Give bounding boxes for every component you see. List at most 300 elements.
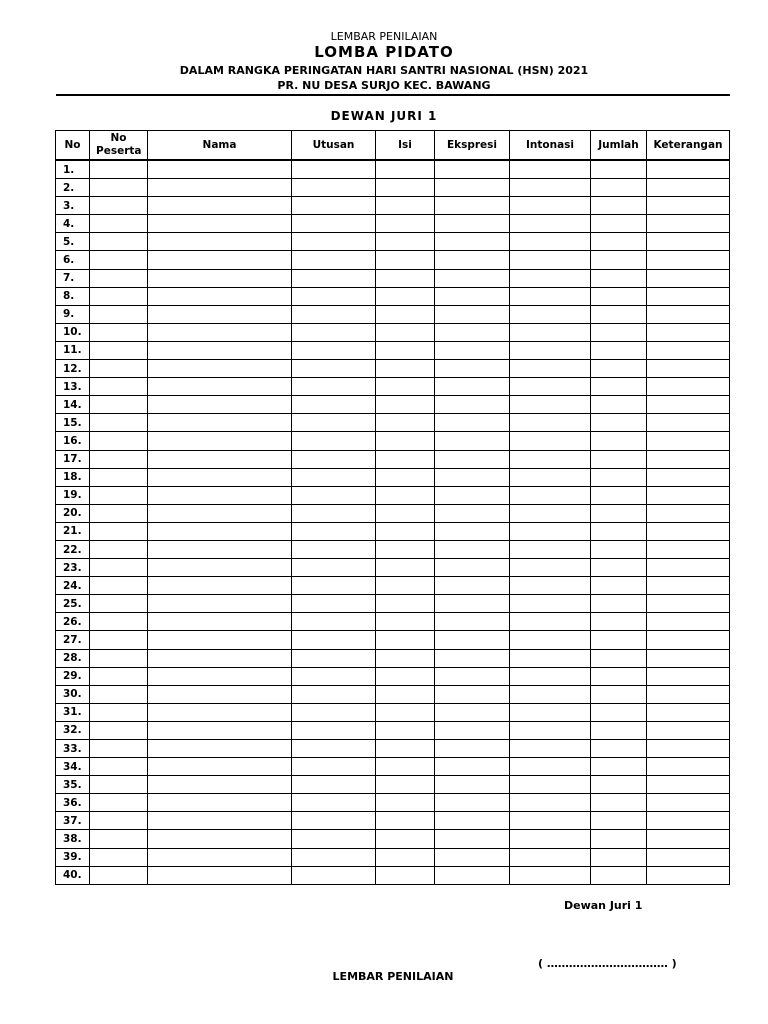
nama-cell[interactable]	[148, 613, 292, 631]
nama-cell[interactable]	[148, 522, 292, 540]
nama-cell[interactable]	[148, 360, 292, 378]
isi-cell[interactable]	[376, 721, 435, 739]
utusan-cell[interactable]	[292, 360, 376, 378]
keterangan-cell[interactable]	[647, 341, 730, 359]
ekspresi-cell[interactable]	[435, 631, 510, 649]
ekspresi-cell[interactable]	[435, 812, 510, 830]
ekspresi-cell[interactable]	[435, 396, 510, 414]
jumlah-cell[interactable]	[591, 848, 647, 866]
ekspresi-cell[interactable]	[435, 233, 510, 251]
keterangan-cell[interactable]	[647, 504, 730, 522]
isi-cell[interactable]	[376, 758, 435, 776]
no-peserta-cell[interactable]	[90, 179, 148, 197]
isi-cell[interactable]	[376, 305, 435, 323]
ekspresi-cell[interactable]	[435, 179, 510, 197]
ekspresi-cell[interactable]	[435, 468, 510, 486]
ekspresi-cell[interactable]	[435, 341, 510, 359]
intonasi-cell[interactable]	[510, 360, 591, 378]
no-peserta-cell[interactable]	[90, 721, 148, 739]
isi-cell[interactable]	[376, 287, 435, 305]
utusan-cell[interactable]	[292, 504, 376, 522]
ekspresi-cell[interactable]	[435, 269, 510, 287]
keterangan-cell[interactable]	[647, 160, 730, 179]
utusan-cell[interactable]	[292, 486, 376, 504]
intonasi-cell[interactable]	[510, 522, 591, 540]
isi-cell[interactable]	[376, 414, 435, 432]
nama-cell[interactable]	[148, 740, 292, 758]
isi-cell[interactable]	[376, 360, 435, 378]
ekspresi-cell[interactable]	[435, 378, 510, 396]
utusan-cell[interactable]	[292, 323, 376, 341]
no-peserta-cell[interactable]	[90, 323, 148, 341]
jumlah-cell[interactable]	[591, 215, 647, 233]
isi-cell[interactable]	[376, 595, 435, 613]
intonasi-cell[interactable]	[510, 233, 591, 251]
keterangan-cell[interactable]	[647, 866, 730, 884]
keterangan-cell[interactable]	[647, 432, 730, 450]
jumlah-cell[interactable]	[591, 830, 647, 848]
no-peserta-cell[interactable]	[90, 577, 148, 595]
intonasi-cell[interactable]	[510, 631, 591, 649]
isi-cell[interactable]	[376, 540, 435, 558]
no-peserta-cell[interactable]	[90, 595, 148, 613]
intonasi-cell[interactable]	[510, 323, 591, 341]
ekspresi-cell[interactable]	[435, 667, 510, 685]
keterangan-cell[interactable]	[647, 378, 730, 396]
jumlah-cell[interactable]	[591, 341, 647, 359]
no-peserta-cell[interactable]	[90, 233, 148, 251]
keterangan-cell[interactable]	[647, 830, 730, 848]
nama-cell[interactable]	[148, 667, 292, 685]
ekspresi-cell[interactable]	[435, 522, 510, 540]
isi-cell[interactable]	[376, 378, 435, 396]
no-peserta-cell[interactable]	[90, 776, 148, 794]
jumlah-cell[interactable]	[591, 595, 647, 613]
intonasi-cell[interactable]	[510, 341, 591, 359]
intonasi-cell[interactable]	[510, 486, 591, 504]
intonasi-cell[interactable]	[510, 287, 591, 305]
intonasi-cell[interactable]	[510, 794, 591, 812]
jumlah-cell[interactable]	[591, 504, 647, 522]
jumlah-cell[interactable]	[591, 577, 647, 595]
isi-cell[interactable]	[376, 649, 435, 667]
nama-cell[interactable]	[148, 378, 292, 396]
no-peserta-cell[interactable]	[90, 866, 148, 884]
intonasi-cell[interactable]	[510, 269, 591, 287]
utusan-cell[interactable]	[292, 667, 376, 685]
ekspresi-cell[interactable]	[435, 613, 510, 631]
keterangan-cell[interactable]	[647, 360, 730, 378]
isi-cell[interactable]	[376, 685, 435, 703]
nama-cell[interactable]	[148, 703, 292, 721]
jumlah-cell[interactable]	[591, 323, 647, 341]
ekspresi-cell[interactable]	[435, 323, 510, 341]
nama-cell[interactable]	[148, 396, 292, 414]
isi-cell[interactable]	[376, 179, 435, 197]
nama-cell[interactable]	[148, 233, 292, 251]
utusan-cell[interactable]	[292, 287, 376, 305]
keterangan-cell[interactable]	[647, 703, 730, 721]
nama-cell[interactable]	[148, 794, 292, 812]
isi-cell[interactable]	[376, 341, 435, 359]
keterangan-cell[interactable]	[647, 740, 730, 758]
ekspresi-cell[interactable]	[435, 758, 510, 776]
nama-cell[interactable]	[148, 866, 292, 884]
keterangan-cell[interactable]	[647, 179, 730, 197]
isi-cell[interactable]	[376, 848, 435, 866]
nama-cell[interactable]	[148, 758, 292, 776]
intonasi-cell[interactable]	[510, 450, 591, 468]
no-peserta-cell[interactable]	[90, 468, 148, 486]
jumlah-cell[interactable]	[591, 540, 647, 558]
no-peserta-cell[interactable]	[90, 812, 148, 830]
intonasi-cell[interactable]	[510, 830, 591, 848]
isi-cell[interactable]	[376, 486, 435, 504]
no-peserta-cell[interactable]	[90, 197, 148, 215]
keterangan-cell[interactable]	[647, 758, 730, 776]
ekspresi-cell[interactable]	[435, 685, 510, 703]
keterangan-cell[interactable]	[647, 595, 730, 613]
intonasi-cell[interactable]	[510, 848, 591, 866]
keterangan-cell[interactable]	[647, 559, 730, 577]
ekspresi-cell[interactable]	[435, 360, 510, 378]
nama-cell[interactable]	[148, 721, 292, 739]
jumlah-cell[interactable]	[591, 414, 647, 432]
ekspresi-cell[interactable]	[435, 432, 510, 450]
jumlah-cell[interactable]	[591, 378, 647, 396]
nama-cell[interactable]	[148, 649, 292, 667]
keterangan-cell[interactable]	[647, 776, 730, 794]
no-peserta-cell[interactable]	[90, 685, 148, 703]
no-peserta-cell[interactable]	[90, 378, 148, 396]
isi-cell[interactable]	[376, 251, 435, 269]
ekspresi-cell[interactable]	[435, 866, 510, 884]
keterangan-cell[interactable]	[647, 323, 730, 341]
ekspresi-cell[interactable]	[435, 287, 510, 305]
isi-cell[interactable]	[376, 812, 435, 830]
utusan-cell[interactable]	[292, 685, 376, 703]
intonasi-cell[interactable]	[510, 866, 591, 884]
ekspresi-cell[interactable]	[435, 577, 510, 595]
ekspresi-cell[interactable]	[435, 848, 510, 866]
isi-cell[interactable]	[376, 504, 435, 522]
jumlah-cell[interactable]	[591, 812, 647, 830]
no-peserta-cell[interactable]	[90, 432, 148, 450]
nama-cell[interactable]	[148, 559, 292, 577]
no-peserta-cell[interactable]	[90, 830, 148, 848]
isi-cell[interactable]	[376, 631, 435, 649]
keterangan-cell[interactable]	[647, 450, 730, 468]
ekspresi-cell[interactable]	[435, 197, 510, 215]
keterangan-cell[interactable]	[647, 522, 730, 540]
jumlah-cell[interactable]	[591, 360, 647, 378]
utusan-cell[interactable]	[292, 160, 376, 179]
isi-cell[interactable]	[376, 559, 435, 577]
nama-cell[interactable]	[148, 848, 292, 866]
keterangan-cell[interactable]	[647, 848, 730, 866]
jumlah-cell[interactable]	[591, 721, 647, 739]
jumlah-cell[interactable]	[591, 758, 647, 776]
keterangan-cell[interactable]	[647, 667, 730, 685]
no-peserta-cell[interactable]	[90, 396, 148, 414]
nama-cell[interactable]	[148, 595, 292, 613]
nama-cell[interactable]	[148, 179, 292, 197]
no-peserta-cell[interactable]	[90, 758, 148, 776]
keterangan-cell[interactable]	[647, 486, 730, 504]
nama-cell[interactable]	[148, 540, 292, 558]
keterangan-cell[interactable]	[647, 631, 730, 649]
utusan-cell[interactable]	[292, 414, 376, 432]
intonasi-cell[interactable]	[510, 721, 591, 739]
utusan-cell[interactable]	[292, 740, 376, 758]
nama-cell[interactable]	[148, 830, 292, 848]
isi-cell[interactable]	[376, 160, 435, 179]
no-peserta-cell[interactable]	[90, 794, 148, 812]
isi-cell[interactable]	[376, 450, 435, 468]
ekspresi-cell[interactable]	[435, 703, 510, 721]
nama-cell[interactable]	[148, 468, 292, 486]
utusan-cell[interactable]	[292, 758, 376, 776]
utusan-cell[interactable]	[292, 215, 376, 233]
no-peserta-cell[interactable]	[90, 848, 148, 866]
nama-cell[interactable]	[148, 685, 292, 703]
isi-cell[interactable]	[376, 396, 435, 414]
keterangan-cell[interactable]	[647, 197, 730, 215]
keterangan-cell[interactable]	[647, 468, 730, 486]
isi-cell[interactable]	[376, 197, 435, 215]
intonasi-cell[interactable]	[510, 595, 591, 613]
isi-cell[interactable]	[376, 269, 435, 287]
utusan-cell[interactable]	[292, 450, 376, 468]
utusan-cell[interactable]	[292, 179, 376, 197]
nama-cell[interactable]	[148, 812, 292, 830]
isi-cell[interactable]	[376, 703, 435, 721]
jumlah-cell[interactable]	[591, 866, 647, 884]
jumlah-cell[interactable]	[591, 450, 647, 468]
utusan-cell[interactable]	[292, 522, 376, 540]
isi-cell[interactable]	[376, 794, 435, 812]
no-peserta-cell[interactable]	[90, 251, 148, 269]
utusan-cell[interactable]	[292, 721, 376, 739]
utusan-cell[interactable]	[292, 812, 376, 830]
isi-cell[interactable]	[376, 866, 435, 884]
ekspresi-cell[interactable]	[435, 160, 510, 179]
keterangan-cell[interactable]	[647, 215, 730, 233]
intonasi-cell[interactable]	[510, 740, 591, 758]
no-peserta-cell[interactable]	[90, 341, 148, 359]
no-peserta-cell[interactable]	[90, 414, 148, 432]
keterangan-cell[interactable]	[647, 233, 730, 251]
ekspresi-cell[interactable]	[435, 450, 510, 468]
isi-cell[interactable]	[376, 577, 435, 595]
intonasi-cell[interactable]	[510, 396, 591, 414]
jumlah-cell[interactable]	[591, 468, 647, 486]
nama-cell[interactable]	[148, 215, 292, 233]
jumlah-cell[interactable]	[591, 794, 647, 812]
utusan-cell[interactable]	[292, 595, 376, 613]
nama-cell[interactable]	[148, 414, 292, 432]
jumlah-cell[interactable]	[591, 631, 647, 649]
nama-cell[interactable]	[148, 432, 292, 450]
intonasi-cell[interactable]	[510, 577, 591, 595]
jumlah-cell[interactable]	[591, 776, 647, 794]
nama-cell[interactable]	[148, 323, 292, 341]
jumlah-cell[interactable]	[591, 287, 647, 305]
nama-cell[interactable]	[148, 341, 292, 359]
utusan-cell[interactable]	[292, 269, 376, 287]
isi-cell[interactable]	[376, 667, 435, 685]
keterangan-cell[interactable]	[647, 305, 730, 323]
intonasi-cell[interactable]	[510, 776, 591, 794]
jumlah-cell[interactable]	[591, 559, 647, 577]
utusan-cell[interactable]	[292, 468, 376, 486]
nama-cell[interactable]	[148, 269, 292, 287]
keterangan-cell[interactable]	[647, 287, 730, 305]
intonasi-cell[interactable]	[510, 160, 591, 179]
nama-cell[interactable]	[148, 251, 292, 269]
utusan-cell[interactable]	[292, 233, 376, 251]
no-peserta-cell[interactable]	[90, 450, 148, 468]
utusan-cell[interactable]	[292, 378, 376, 396]
jumlah-cell[interactable]	[591, 613, 647, 631]
ekspresi-cell[interactable]	[435, 414, 510, 432]
ekspresi-cell[interactable]	[435, 830, 510, 848]
intonasi-cell[interactable]	[510, 559, 591, 577]
utusan-cell[interactable]	[292, 830, 376, 848]
utusan-cell[interactable]	[292, 703, 376, 721]
ekspresi-cell[interactable]	[435, 740, 510, 758]
utusan-cell[interactable]	[292, 631, 376, 649]
jumlah-cell[interactable]	[591, 251, 647, 269]
jumlah-cell[interactable]	[591, 649, 647, 667]
ekspresi-cell[interactable]	[435, 486, 510, 504]
intonasi-cell[interactable]	[510, 649, 591, 667]
keterangan-cell[interactable]	[647, 721, 730, 739]
keterangan-cell[interactable]	[647, 540, 730, 558]
utusan-cell[interactable]	[292, 649, 376, 667]
intonasi-cell[interactable]	[510, 179, 591, 197]
utusan-cell[interactable]	[292, 794, 376, 812]
nama-cell[interactable]	[148, 577, 292, 595]
no-peserta-cell[interactable]	[90, 360, 148, 378]
intonasi-cell[interactable]	[510, 540, 591, 558]
jumlah-cell[interactable]	[591, 685, 647, 703]
jumlah-cell[interactable]	[591, 703, 647, 721]
jumlah-cell[interactable]	[591, 233, 647, 251]
no-peserta-cell[interactable]	[90, 703, 148, 721]
intonasi-cell[interactable]	[510, 197, 591, 215]
intonasi-cell[interactable]	[510, 504, 591, 522]
ekspresi-cell[interactable]	[435, 721, 510, 739]
isi-cell[interactable]	[376, 830, 435, 848]
no-peserta-cell[interactable]	[90, 486, 148, 504]
isi-cell[interactable]	[376, 432, 435, 450]
nama-cell[interactable]	[148, 305, 292, 323]
intonasi-cell[interactable]	[510, 703, 591, 721]
keterangan-cell[interactable]	[647, 251, 730, 269]
nama-cell[interactable]	[148, 287, 292, 305]
intonasi-cell[interactable]	[510, 414, 591, 432]
no-peserta-cell[interactable]	[90, 649, 148, 667]
ekspresi-cell[interactable]	[435, 251, 510, 269]
keterangan-cell[interactable]	[647, 577, 730, 595]
isi-cell[interactable]	[376, 323, 435, 341]
isi-cell[interactable]	[376, 740, 435, 758]
no-peserta-cell[interactable]	[90, 559, 148, 577]
intonasi-cell[interactable]	[510, 215, 591, 233]
intonasi-cell[interactable]	[510, 758, 591, 776]
nama-cell[interactable]	[148, 450, 292, 468]
no-peserta-cell[interactable]	[90, 522, 148, 540]
no-peserta-cell[interactable]	[90, 667, 148, 685]
jumlah-cell[interactable]	[591, 522, 647, 540]
intonasi-cell[interactable]	[510, 812, 591, 830]
ekspresi-cell[interactable]	[435, 215, 510, 233]
no-peserta-cell[interactable]	[90, 215, 148, 233]
isi-cell[interactable]	[376, 613, 435, 631]
utusan-cell[interactable]	[292, 866, 376, 884]
ekspresi-cell[interactable]	[435, 595, 510, 613]
jumlah-cell[interactable]	[591, 432, 647, 450]
no-peserta-cell[interactable]	[90, 269, 148, 287]
intonasi-cell[interactable]	[510, 667, 591, 685]
no-peserta-cell[interactable]	[90, 613, 148, 631]
jumlah-cell[interactable]	[591, 305, 647, 323]
nama-cell[interactable]	[148, 160, 292, 179]
intonasi-cell[interactable]	[510, 685, 591, 703]
no-peserta-cell[interactable]	[90, 740, 148, 758]
jumlah-cell[interactable]	[591, 160, 647, 179]
isi-cell[interactable]	[376, 215, 435, 233]
nama-cell[interactable]	[148, 486, 292, 504]
utusan-cell[interactable]	[292, 341, 376, 359]
isi-cell[interactable]	[376, 776, 435, 794]
keterangan-cell[interactable]	[647, 613, 730, 631]
keterangan-cell[interactable]	[647, 649, 730, 667]
ekspresi-cell[interactable]	[435, 540, 510, 558]
isi-cell[interactable]	[376, 468, 435, 486]
no-peserta-cell[interactable]	[90, 631, 148, 649]
utusan-cell[interactable]	[292, 432, 376, 450]
jumlah-cell[interactable]	[591, 667, 647, 685]
jumlah-cell[interactable]	[591, 396, 647, 414]
ekspresi-cell[interactable]	[435, 794, 510, 812]
intonasi-cell[interactable]	[510, 251, 591, 269]
no-peserta-cell[interactable]	[90, 287, 148, 305]
nama-cell[interactable]	[148, 197, 292, 215]
no-peserta-cell[interactable]	[90, 540, 148, 558]
ekspresi-cell[interactable]	[435, 504, 510, 522]
jumlah-cell[interactable]	[591, 740, 647, 758]
jumlah-cell[interactable]	[591, 179, 647, 197]
no-peserta-cell[interactable]	[90, 305, 148, 323]
ekspresi-cell[interactable]	[435, 776, 510, 794]
isi-cell[interactable]	[376, 522, 435, 540]
utusan-cell[interactable]	[292, 613, 376, 631]
utusan-cell[interactable]	[292, 848, 376, 866]
jumlah-cell[interactable]	[591, 197, 647, 215]
jumlah-cell[interactable]	[591, 269, 647, 287]
keterangan-cell[interactable]	[647, 414, 730, 432]
utusan-cell[interactable]	[292, 559, 376, 577]
keterangan-cell[interactable]	[647, 794, 730, 812]
intonasi-cell[interactable]	[510, 468, 591, 486]
intonasi-cell[interactable]	[510, 378, 591, 396]
utusan-cell[interactable]	[292, 197, 376, 215]
no-peserta-cell[interactable]	[90, 160, 148, 179]
ekspresi-cell[interactable]	[435, 559, 510, 577]
keterangan-cell[interactable]	[647, 396, 730, 414]
